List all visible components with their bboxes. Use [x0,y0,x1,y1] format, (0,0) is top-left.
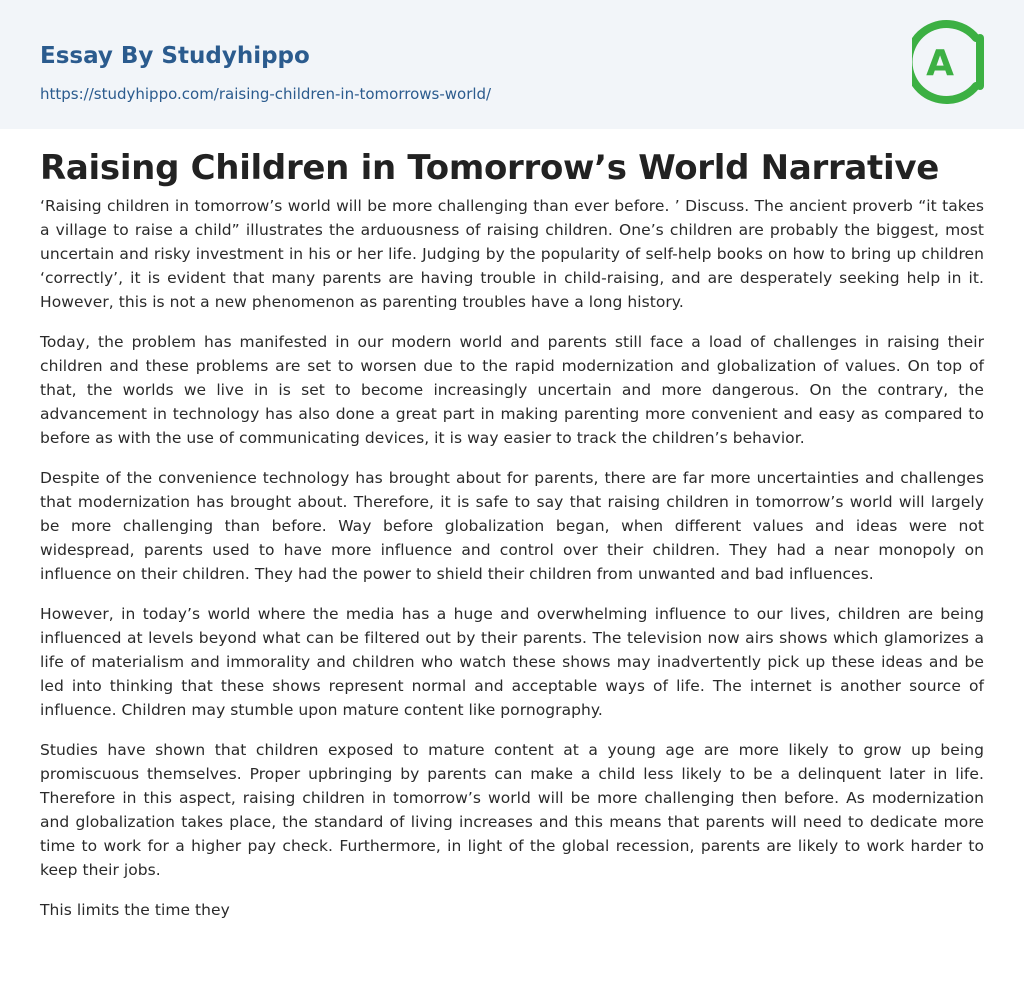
paragraph-5: Studies have shown that children exposed to mature content at a young age are more likely to grow up being promiscuous themselves. Proper upbringing by parents can make a child less likely to be a delinquent later in life. Therefore in this aspect, raising children in tomorrow’s world will be more challenging then before. As modernization and globalization takes place, the standard of living increases and this means that parents will need to dedicate more time to work for a higher pay check. Furthermore, in light of the global recession, parents are likely to work harder to keep their jobs. [40,741,984,879]
logo-letter: A [926,43,954,84]
logo-bar [976,34,984,90]
paragraph-1: ‘Raising children in tomorrow’s world will be more challenging than ever before. ’ Discuss. The ancient proverb “it takes a village to raise a child” illustrates the arduousness of raising children. One’s children are probably the biggest, most uncertain and risky investment in his or her life. Judging by the popularity of self-help books on how to bring up children ‘correctly’, it is evident that many parents are having trouble in child-raising, and are desperately seeking help in it. However, this is not a new phenomenon as parenting troubles have a long history. [40,197,984,311]
document-title: Raising Children in Tomorrow’s World Narrative [40,148,939,188]
page-url-link[interactable]: https://studyhippo.com/raising-children-in-tomorrows-world/ [40,85,492,103]
document-body [40,194,984,938]
paragraph-2: Today, the problem has manifested in our modern world and parents still face a load of challenges in raising their children and these problems are set to worsen due to the rapid modernization and globalization of values. On top of that, the worlds we live in is set to become increasingly uncertain and more dangerous. On the contrary, the advancement in technology has also done a great part in making parenting more convenient and easy as compared to before as with the use of communicating devices, it is way easier to track the children’s behavior. [40,333,984,447]
paragraph-3: Despite of the convenience technology has brought about for parents, there are far more uncertainties and challenges that modernization has brought about. Therefore, it is safe to say that raising children in tomorrow’s world will largely be more challenging than before. Way before globalization began, when different values and ideas were not widespread, parents used to have more influence and control over their children. They had a near monopoly on influence on their children. They had the power to shield their children from unwanted and bad influences. [40,469,984,583]
paragraph-4: However, in today’s world where the media has a huge and overwhelming influence to our lives, children are being influenced at levels beyond what can be filtered out by their parents. The television now airs shows which glamorizes a life of materialism and immorality and children who watch these shows may inadvertently pick up these ideas and be led into thinking that these shows represent normal and acceptable ways of life. The internet is another source of influence. Children may stumble upon mature content like pornography. [40,605,984,719]
site-title[interactable]: Essay By Studyhippo [40,43,310,69]
paragraph-6: This limits the time they [40,901,230,919]
